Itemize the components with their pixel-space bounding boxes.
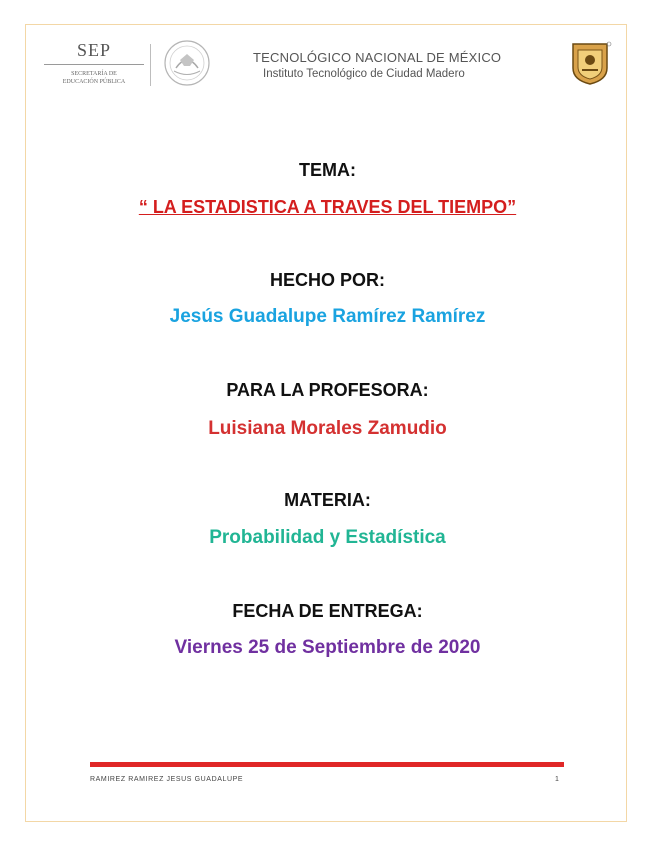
mexico-seal-icon — [162, 38, 212, 88]
author-label: HECHO POR: — [269, 270, 385, 290]
subject-label: MATERIA: — [284, 490, 371, 510]
sep-title: SEP — [76, 40, 112, 60]
topic-label: TEMA: — [299, 160, 356, 180]
date-value: Viernes 25 de Septiembre de 2020 — [174, 637, 481, 658]
page-number: 1 — [555, 776, 559, 783]
sep-logo — [44, 40, 144, 92]
itcm-logo-icon — [567, 40, 613, 86]
institution-name: TECNOLÓGICO NACIONAL DE MÉXICO — [253, 50, 502, 65]
footer-author: RAMIREZ RAMIREZ JESUS GUADALUPE — [90, 776, 244, 783]
topic-value: “ LA ESTADISTICA A TRAVES DEL TIEMPO” — [138, 197, 517, 217]
teacher-value: Luisiana Morales Zamudio — [208, 418, 447, 439]
header-divider — [150, 44, 151, 86]
sep-subtitle-line2: EDUCACIÓN PÚBLICA — [62, 79, 126, 85]
author-value: Jesús Guadalupe Ramírez Ramírez — [169, 306, 486, 327]
campus-name: Instituto Tecnológico de Ciudad Madero — [263, 68, 465, 80]
teacher-label: PARA LA PROFESORA: — [226, 380, 429, 400]
footer-bar — [90, 762, 564, 767]
sep-subtitle-line1: SECRETARÍA DE — [71, 71, 117, 77]
sep-subtitle — [44, 70, 144, 86]
date-label: FECHA DE ENTREGA: — [232, 601, 423, 621]
subject-value: Probabilidad y Estadística — [209, 527, 446, 548]
sep-underline — [44, 64, 144, 65]
